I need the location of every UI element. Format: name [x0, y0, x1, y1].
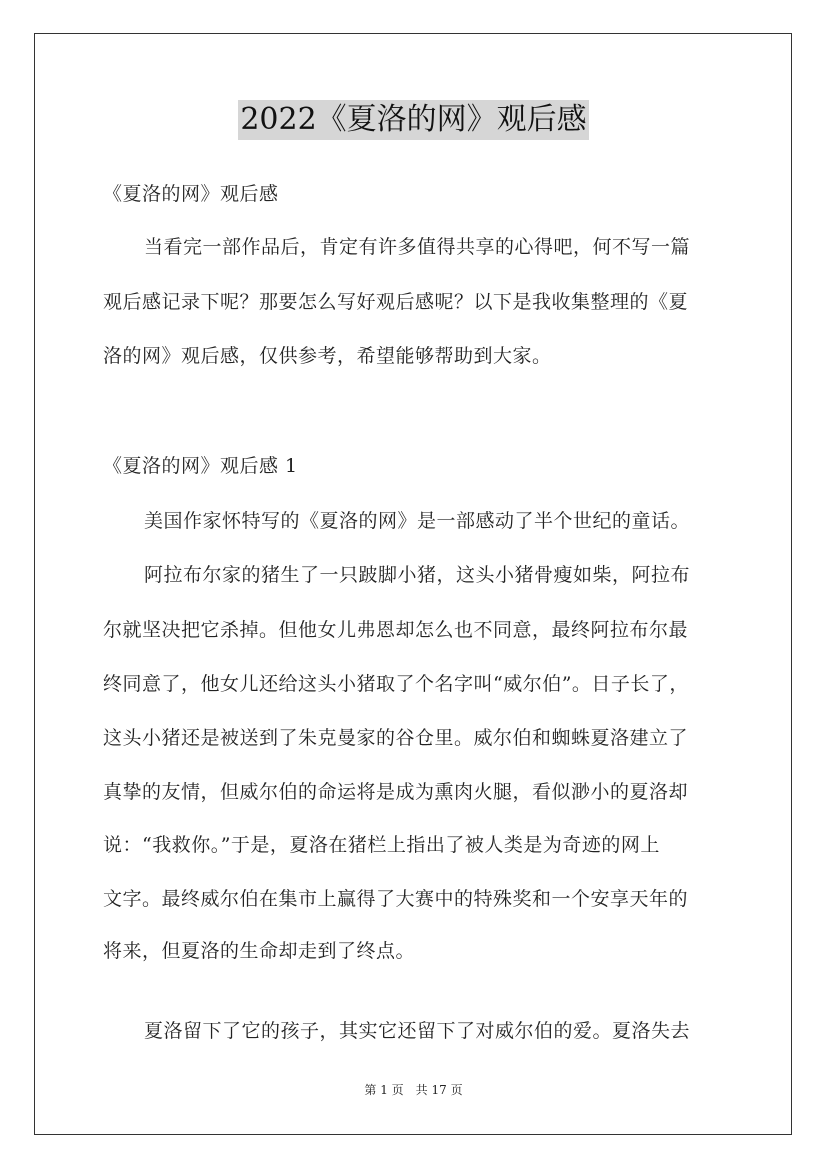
paragraph-line: 观后感记录下呢？那要怎么写好观后感呢？以下是我收集整理的《夏: [103, 291, 689, 313]
paragraph-line: 当看完一部作品后，肯定有许多值得共享的心得吧，何不写一篇: [144, 236, 691, 258]
document-title: 2022《夏洛的网》观后感: [238, 100, 588, 140]
paragraph-line: 洛的网》观后感，仅供参考，希望能够帮助到大家。: [103, 345, 552, 367]
paragraph-line: 真挚的友情，但威尔伯的命运将是成为熏肉火腿，看似渺小的夏洛却: [103, 781, 689, 803]
paragraph-line: 夏洛留下了它的孩子，其实它还留下了对威尔伯的爱。夏洛失去: [144, 1020, 691, 1042]
subtitle: 《夏洛的网》观后感: [103, 183, 279, 205]
paragraph-line: 终同意了，他女儿还给这头小猪取了个名字叫“威尔伯”。日子长了，: [103, 673, 689, 695]
paragraph-line: 尔就坚决把它杀掉。但他女儿弗恩却怎么也不同意，最终阿拉布尔最: [103, 619, 689, 641]
paragraph-line: 说：“我救你。”于是，夏洛在猪栏上指出了被人类是为奇迹的网上: [103, 834, 660, 856]
paragraph-line: 文字。最终威尔伯在集市上赢得了大赛中的特殊奖和一个安享天年的: [103, 888, 689, 910]
paragraph-line: 这头小猪还是被送到了朱克曼家的谷仓里。威尔伯和蜘蛛夏洛建立了: [103, 727, 689, 749]
title-container: [0, 100, 827, 140]
paragraph-line: 美国作家怀特写的《夏洛的网》是一部感动了半个世纪的童话。: [144, 510, 691, 532]
paragraph-line: 将来，但夏洛的生命却走到了终点。: [103, 940, 416, 962]
page-footer: 第 1 页 共 17 页: [364, 1083, 463, 1097]
section-heading: 《夏洛的网》观后感 1: [103, 455, 298, 477]
paragraph-line: 阿拉布尔家的猪生了一只跛脚小猪，这头小猪骨瘦如柴，阿拉布: [144, 564, 691, 586]
